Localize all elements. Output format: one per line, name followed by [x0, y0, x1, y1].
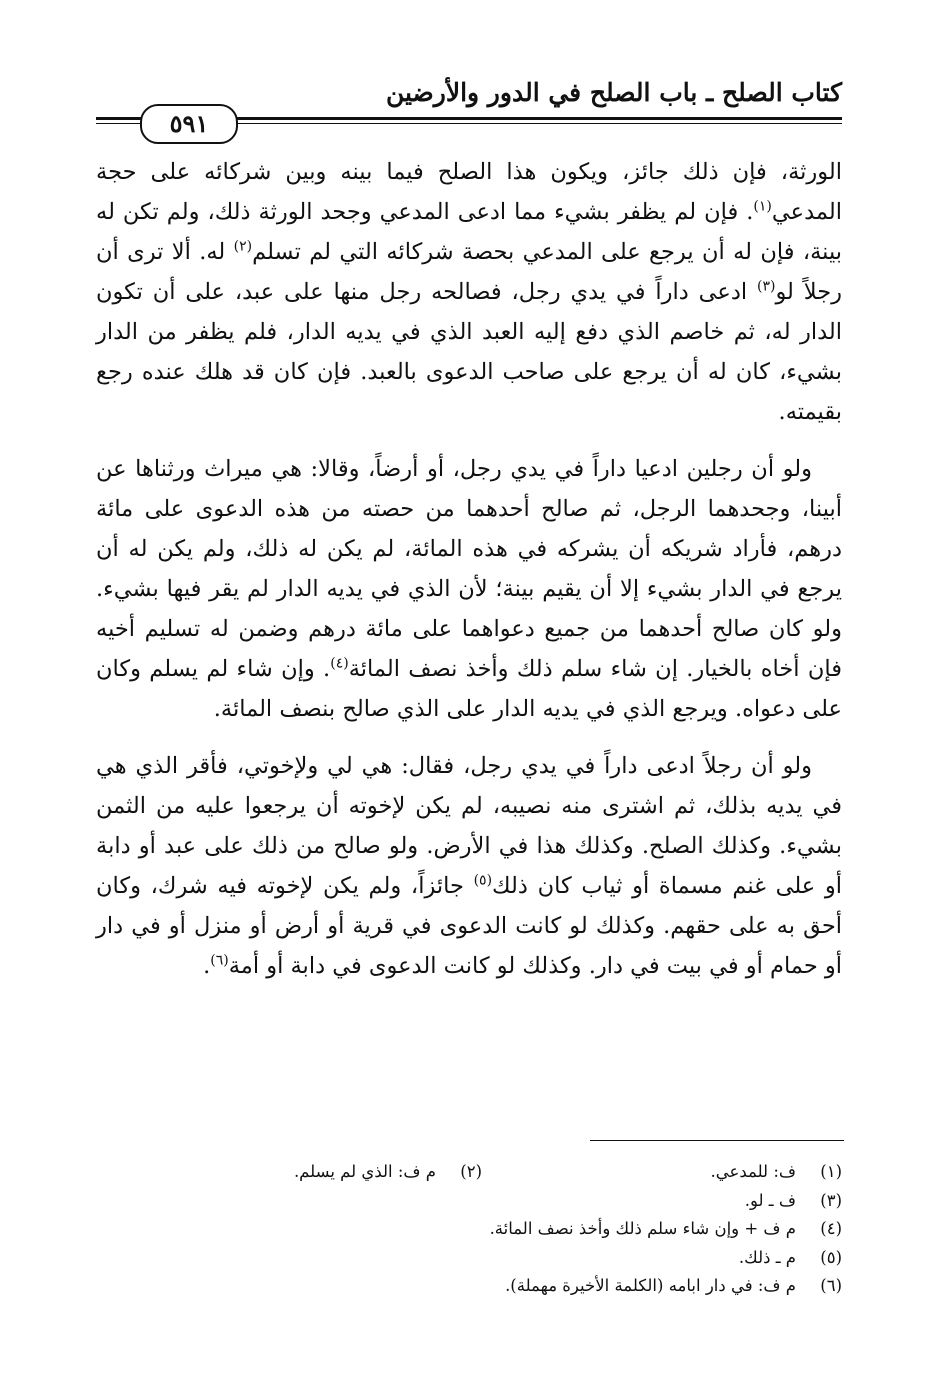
footnote-ref[interactable]: (٦) [210, 952, 229, 969]
running-title: كتاب الصلح ـ باب الصلح في الدور والأرضين [385, 78, 842, 107]
footnote-text: م ف: الذي لم يسلم. [293, 1162, 436, 1181]
footnote-separator [590, 1140, 844, 1141]
text-run: ولو أن رجلين ادعيا داراً في يدي رجل، أو أرضاً، وقالا: هي ميراث ورثناها عن أبينا، وجحدهما الرجل، ثم صالح أحدهما من حصته من هذه الدعوى على مائة درهم، فأراد شريكه أن يشركه في هذه المائة، لم يكن له ذلك، ولم يكن له أن يرجع في الدار بشيء إلا أن يقيم بينة؛ لأن الذي في يديه الدار لم يقر فيها بشيء. ولو كان صالح أحدهما من جميع دعواهما على مائة درهم وضمن له تسليم أخيه فإن أخاه بالخيار. إن شاء سلم ذلك وأخذ نصف المائة [96, 456, 843, 682]
footnote-text: م ـ ذلك. [738, 1247, 796, 1267]
footnote-5 [96, 1244, 842, 1273]
footnote-6 [96, 1272, 842, 1301]
footnote-number: (١) [820, 1162, 842, 1181]
footnote-number: (٢) [460, 1162, 482, 1181]
footnote-2 [122, 1158, 482, 1187]
text-run: ادعى داراً في يدي رجل، فصالحه رجل منها على عبد، على أن تكون الدار له، ثم خاصم الذي دفع إليه العبد الذي في يديه الدار، فلم يظفر من الدار بشيء، كان له أن يرجع على صاحب الدعوى بالعبد. فإن كان قد هلك عنده رجع بقيمته. [96, 279, 842, 425]
footnote-text: م ف + وإن شاء سلم ذلك وأخذ نصف المائة. [489, 1219, 796, 1238]
footnote-3 [96, 1187, 842, 1216]
footnote-number: (٤) [820, 1219, 842, 1238]
footnote-ref[interactable]: (٥) [473, 872, 493, 889]
text-run: الورثة، فإن ذلك جائز، ويكون هذا الصلح فيما بينه وبين شركائه على حجة المدعي [96, 159, 842, 225]
footnote-number: (٦) [820, 1276, 842, 1295]
text-run: له. ألا ترى أن رجلاً لو [96, 239, 842, 305]
paragraph-3 [96, 746, 842, 986]
footnote-text: ف ـ لو. [744, 1190, 796, 1210]
text-run: جائزاً، ولم يكن لإخوته فيه شرك، وكان أحق به على حقهم. وكذلك لو كانت الدعوى في قرية أو أرض أو منزل أو في دار أو حمام أو في بيت في دار. وكذلك لو كانت الدعوى في دابة أو أمة [96, 873, 842, 979]
text-run: ولو أن رجلاً ادعى داراً في يدي رجل، فقال: هي لي ولإخوتي، فأقر الذي هي في يديه بذلك، ثم اشترى منه نصيبه، لم يكن لإخوته أن يرجعوا عليه من الثمن بشيء. وكذلك الصلح. وكذلك هذا في الأرض. ولو صالح من ذلك على عبد أو دابة أو على غنم مسماة أو ثياب كان ذلك [96, 753, 843, 899]
footnote-4 [96, 1215, 842, 1244]
text-run: . [203, 953, 211, 979]
text-run: . فإن لم يظفر بشيء مما ادعى المدعي وجحد الورثة ذلك، ولم تكن له بينة، فإن له أن يرجع على المدعي بحصة شركائه التي لم تسلم [96, 199, 842, 265]
footnotes [96, 1158, 842, 1301]
page-number: ٥٩١ [140, 104, 238, 144]
footnote-row [96, 1158, 842, 1187]
paragraph-2 [96, 449, 842, 729]
paragraph-1 [96, 152, 842, 432]
footnote-ref[interactable]: (٤) [330, 655, 349, 672]
footnote-text: ف: للمدعي. [710, 1162, 796, 1181]
footnote-number: (٣) [820, 1190, 842, 1210]
footnote-ref[interactable]: (١) [753, 198, 772, 215]
footnote-text: م ف: في دار ابامه (الكلمة الأخيرة مهملة). [505, 1276, 796, 1295]
footnote-ref[interactable]: (٢) [233, 238, 253, 255]
footnote-number: (٥) [820, 1247, 842, 1267]
footnote-1 [482, 1158, 842, 1187]
footnote-ref[interactable]: (٣) [756, 278, 776, 295]
text-run: . وإن شاء لم يسلم وكان على دعواه. ويرجع الذي في يديه الدار على الذي صالح بنصف المائة. [96, 656, 842, 722]
main-text [96, 152, 842, 986]
